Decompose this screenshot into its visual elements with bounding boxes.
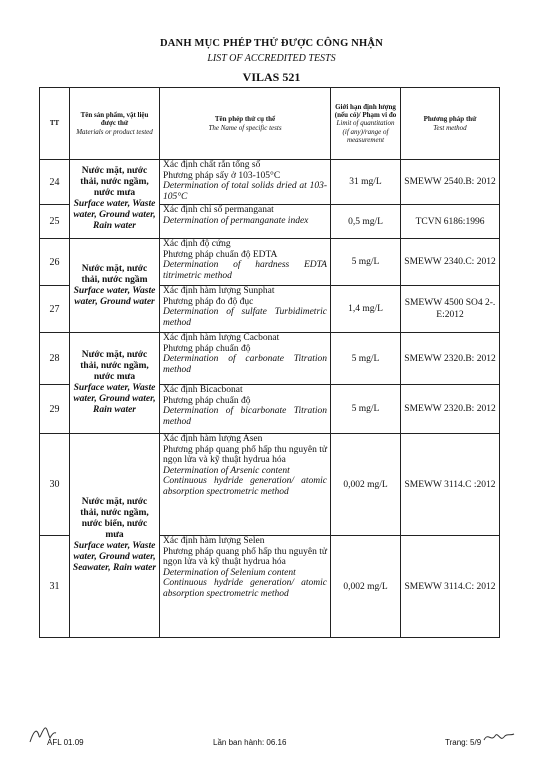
col-header-limit: Giới hạn định lượng (nếu có)/ Phạm vi đo Limit of quantitation (if any)/range of measurement bbox=[331, 88, 401, 160]
row-number: 30 bbox=[40, 434, 70, 536]
col-header-name: Tên phép thử cụ thể The Name of specific tests bbox=[160, 88, 331, 160]
col-header-method: Phương pháp thử Test method bbox=[401, 88, 500, 160]
table-row bbox=[40, 239, 500, 286]
row-number: 26 bbox=[40, 239, 70, 286]
row-number: 27 bbox=[40, 286, 70, 333]
method-cell: SMEWW 2320.B: 2012 bbox=[401, 385, 500, 434]
row-number: 31 bbox=[40, 536, 70, 638]
test-name-cell: Xác định hàm lượng Cacbonat Phương pháp chuẩn độ Determination of carbonate Titration method bbox=[160, 333, 331, 385]
page-number: Trang: 5/9 bbox=[445, 738, 482, 747]
test-name-cell: Xác định hàm lượng Sunphat Phương pháp đo độ đục Determination of sulfate Turbidimetric method bbox=[160, 286, 331, 333]
table-row bbox=[40, 434, 500, 536]
method-cell: SMEWW 2540.B: 2012 bbox=[401, 160, 500, 205]
test-name-cell: Xác định hàm lượng Selen Phương pháp quang phổ hấp thu nguyên tử ngọn lửa và kỹ thuật hydrua hóa Determination of Selenium content Continuous hydride generation/ atomic absorption spectrometric method bbox=[160, 536, 331, 638]
row-number: 29 bbox=[40, 385, 70, 434]
right-signature-mark bbox=[482, 728, 516, 746]
method-cell: TCVN 6186:1996 bbox=[401, 205, 500, 239]
form-code: AFL 01.09 bbox=[47, 738, 84, 747]
limit-cell: 1,4 mg/L bbox=[331, 286, 401, 333]
limit-cell: 5 mg/L bbox=[331, 239, 401, 286]
limit-cell: 5 mg/L bbox=[331, 333, 401, 385]
col-header-product: Tên sản phẩm, vật liệu được thử Materials or product tested bbox=[70, 88, 160, 160]
test-name-cell: Xác định hàm lượng Asen Phương pháp quang phổ hấp thu nguyên tử ngọn lửa và kỹ thuật hydrua hóa Determination of Arsenic content Continuous hydride generation/ atomic absorption spectrometric method bbox=[160, 434, 331, 536]
table-header-row bbox=[40, 88, 500, 160]
test-name-cell: Xác định Bicacbonat Phương pháp chuẩn độ Determination of bicarbonate Titration method bbox=[160, 385, 331, 434]
row-number: 28 bbox=[40, 333, 70, 385]
method-cell: SMEWW 4500 SO4 2-. E:2012 bbox=[401, 286, 500, 333]
product-cell: Nước mặt, nước thải, nước ngầm, nước mưa Surface water, Waste water, Ground water, Rain water bbox=[70, 333, 160, 434]
test-name-cell: Xác định chỉ số permanganat Determination of permanganate index bbox=[160, 205, 331, 239]
table-row bbox=[40, 160, 500, 205]
col-header-tt: TT bbox=[40, 88, 70, 160]
method-cell: SMEWW 3114.C :2012 bbox=[401, 434, 500, 536]
method-cell: SMEWW 3114.C: 2012 bbox=[401, 536, 500, 638]
limit-cell: 0,002 mg/L bbox=[331, 536, 401, 638]
method-cell: SMEWW 2340.C: 2012 bbox=[401, 239, 500, 286]
document-title: DANH MỤC PHÉP THỬ ĐƯỢC CÔNG NHẬN bbox=[159, 38, 383, 49]
product-cell: Nước mặt, nước thải, nước ngầm, nước biển, nước mưa Surface water, Waste water, Ground water, Seawater, Rain water bbox=[70, 434, 160, 638]
product-cell: Nước mặt, nước thải, nước ngầm, nước mưa Surface water, Waste water, Ground water, Rain water bbox=[70, 160, 160, 239]
method-cell: SMEWW 2320.B: 2012 bbox=[401, 333, 500, 385]
issue-number: Lần ban hành: 06.16 bbox=[213, 738, 287, 747]
vilas-code: VILAS 521 bbox=[242, 70, 301, 84]
document-subtitle: LIST OF ACCREDITED TESTS bbox=[207, 53, 336, 64]
row-number: 24 bbox=[40, 160, 70, 205]
test-name-cell: Xác định chất rắn tổng số Phương pháp sấy ở 103-105°C Determination of total solids dried at 103-105°C bbox=[160, 160, 331, 205]
accredited-tests-table bbox=[39, 87, 500, 638]
limit-cell: 5 mg/L bbox=[331, 385, 401, 434]
limit-cell: 0,002 mg/L bbox=[331, 434, 401, 536]
table-row bbox=[40, 333, 500, 385]
limit-cell: 31 mg/L bbox=[331, 160, 401, 205]
test-name-cell: Xác định độ cứng Phương pháp chuẩn độ EDTA Determination of hardness EDTA titrimetric method bbox=[160, 239, 331, 286]
limit-cell: 0,5 mg/L bbox=[331, 205, 401, 239]
row-number: 25 bbox=[40, 205, 70, 239]
product-cell: Nước mặt, nước thải, nước ngầm Surface water, Waste water, Ground water bbox=[70, 239, 160, 333]
